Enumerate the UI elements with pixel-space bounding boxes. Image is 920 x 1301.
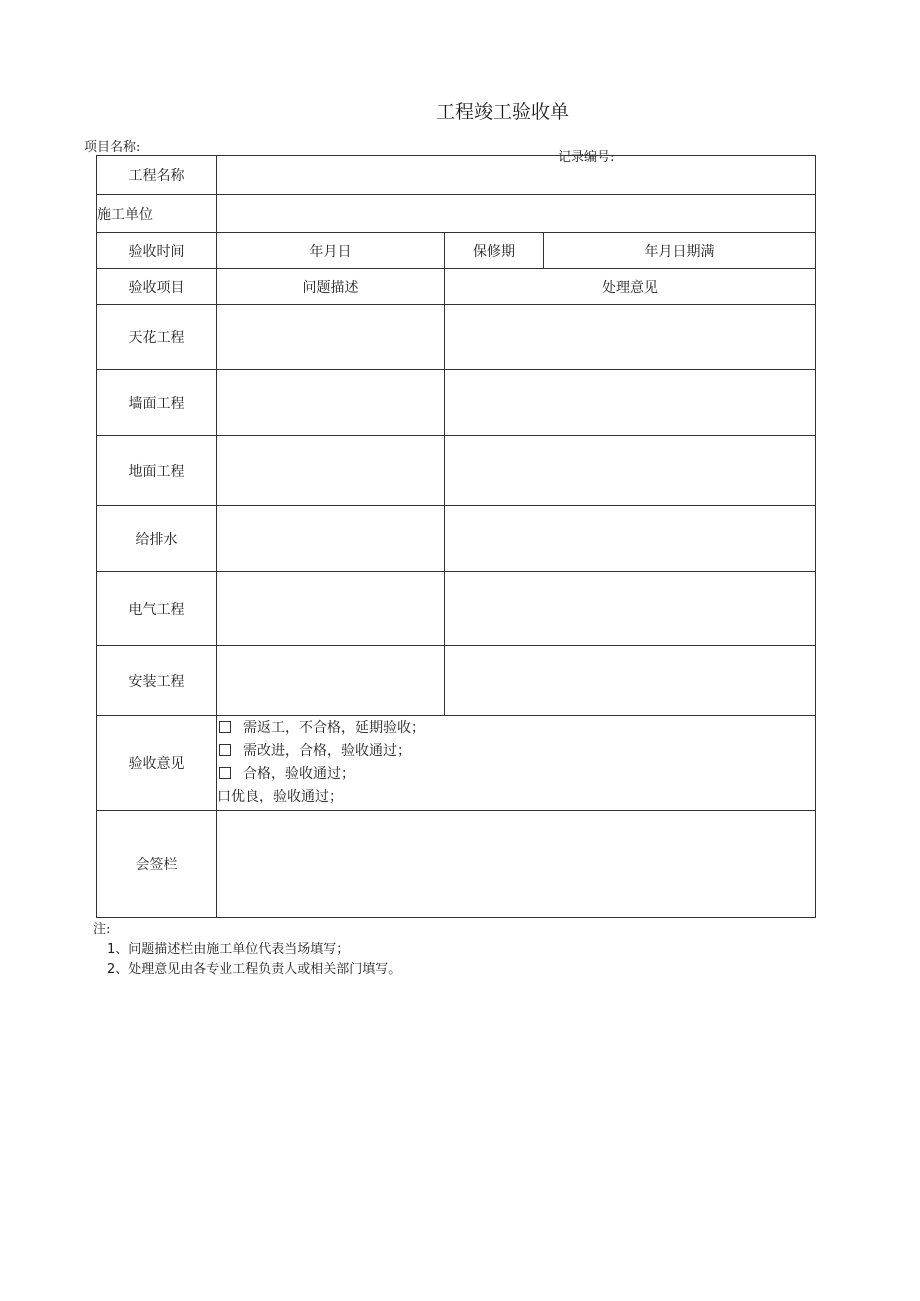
issue-field[interactable] [217,436,445,506]
row-header [97,269,816,305]
row-item-wall [97,370,816,436]
row-acceptance-opinion [97,716,816,811]
note-item: 1、问题描述栏由施工单位代表当场填写； [107,942,350,957]
opinion-field[interactable] [445,370,816,436]
opinion-field[interactable] [445,436,816,506]
row-construction-unit [97,195,816,233]
issue-field[interactable] [217,506,445,572]
signoff-label: 会签栏 [97,811,217,918]
item-label: 给排水 [97,506,217,572]
note-item: 2、处理意见由各专业工程负责人或相关部门填写。 [107,962,402,977]
warranty-label-cell: 保修期 [445,233,544,269]
item-label: 墙面工程 [97,370,217,436]
acceptance-form-table [96,155,816,918]
row-item-installation [97,646,816,716]
header-issue-cell: 问题描述 [217,269,445,305]
option-pass[interactable]: 合格，验收通过； [217,763,815,786]
item-label: 天花工程 [97,305,217,370]
opinion-field[interactable] [445,305,816,370]
opinion-field[interactable] [445,506,816,572]
row-signoff [97,811,816,918]
project-name-field[interactable] [217,156,816,195]
signoff-field[interactable] [217,811,816,918]
opinion-field[interactable] [445,572,816,646]
checkbox[interactable] [219,744,231,756]
issue-field[interactable] [217,572,445,646]
acceptance-options [217,716,816,811]
issue-field[interactable] [217,370,445,436]
row-acceptance-time [97,233,816,269]
issue-field[interactable] [217,646,445,716]
option-rework[interactable]: 需返工，不合格，延期验收； [217,717,815,740]
notes-label: 注: [93,922,111,937]
project-name-label: 项目名称: [84,140,141,155]
notes-section [93,920,401,980]
checkbox[interactable] [219,767,231,779]
header-item-cell: 验收项目 [97,269,217,305]
checkbox[interactable] [219,721,231,733]
row-item-ceiling [97,305,816,370]
row-item-plumbing [97,506,816,572]
construction-unit-field[interactable] [217,195,816,233]
acceptance-opinion-label: 验收意见 [97,716,217,811]
opinion-field[interactable] [445,646,816,716]
header-opinion-cell: 处理意见 [445,269,816,305]
option-excellent[interactable]: 口优良，验收通过； [217,789,343,805]
row-item-electrical [97,572,816,646]
item-label: 安装工程 [97,646,217,716]
option-improve[interactable]: 需改进，合格，验收通过； [217,740,815,763]
construction-unit-cell: 施工单位 [97,195,217,233]
warranty-date-field[interactable]: 年月日期满 [544,233,816,269]
issue-field[interactable] [217,305,445,370]
row-project-name [97,156,816,195]
item-label: 地面工程 [97,436,217,506]
form-title: 工程竣工验收单 [435,101,569,123]
acceptance-date-field[interactable]: 年月日 [217,233,445,269]
row-item-floor [97,436,816,506]
record-number-label: 记录编号: [558,150,615,165]
item-label: 电气工程 [97,572,217,646]
acceptance-time-cell: 验收时间 [97,233,217,269]
project-name-cell: 工程名称 [97,156,217,195]
